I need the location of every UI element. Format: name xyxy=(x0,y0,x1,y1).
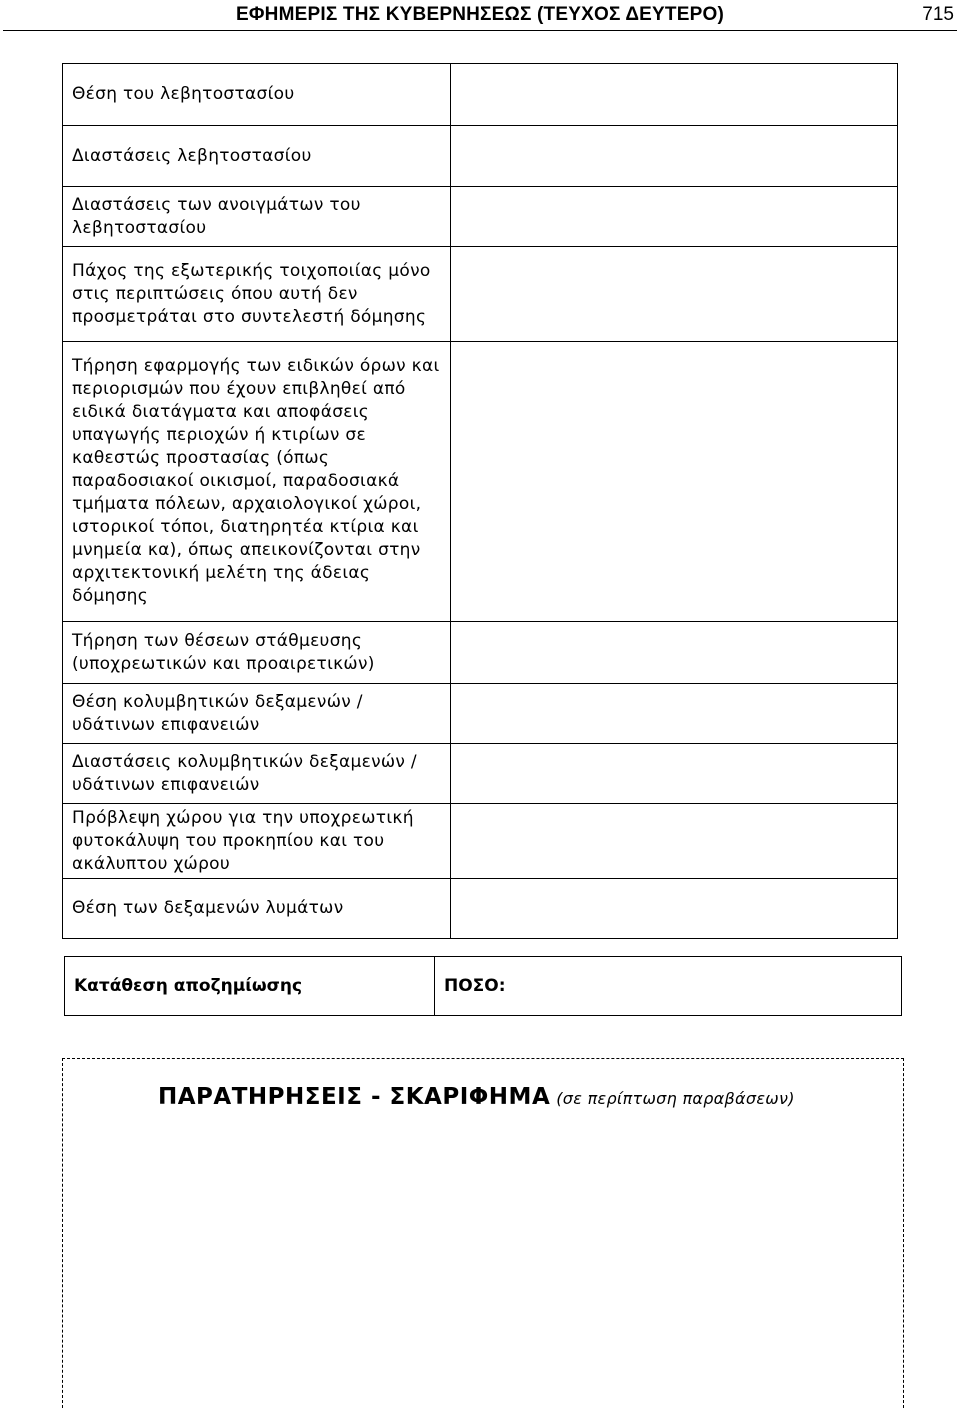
row-value-sewage-tank-location[interactable] xyxy=(451,879,898,939)
amount-label: ΠΟΣΟ: xyxy=(444,976,506,996)
row-value-protection-terms-compliance[interactable] xyxy=(451,342,898,622)
checklist-row xyxy=(63,622,898,684)
row-label-parking-spaces: Τήρηση των θέσεων στάθμευσης (υποχρεωτικών και προαιρετικών) xyxy=(63,622,451,684)
row-value-planting-coverage[interactable] xyxy=(451,804,898,879)
remarks-sketch-area[interactable] xyxy=(62,1058,904,1408)
row-value-boiler-room-location[interactable] xyxy=(451,64,898,126)
inspection-checklist-table xyxy=(62,63,898,939)
row-value-boiler-room-dimensions[interactable] xyxy=(451,126,898,187)
page-number: 715 xyxy=(922,4,954,25)
remarks-heading: ΠΑΡΑΤΗΡΗΣΕΙΣ - ΣΚΑΡΙΦΗΜΑ xyxy=(158,1084,551,1110)
checklist-row xyxy=(63,64,898,126)
row-label-pool-location: Θέση κολυμβητικών δεξαμενών / υδάτινων επιφανειών xyxy=(63,684,451,744)
row-value-parking-spaces[interactable] xyxy=(451,622,898,684)
page-header xyxy=(0,0,960,30)
row-label-planting-coverage: Πρόβλεψη χώρου για την υποχρεωτική φυτοκάλυψη του προκηπίου και του ακάλυπτου χώρου xyxy=(63,804,451,879)
checklist-row xyxy=(63,744,898,804)
deposit-row xyxy=(65,957,902,1016)
row-label-pool-dimensions: Διαστάσεις κολυμβητικών δεξαμενών / υδάτινων επιφανειών xyxy=(63,744,451,804)
checklist-row xyxy=(63,187,898,247)
compensation-deposit-label: Κατάθεση αποζημίωσης xyxy=(65,957,435,1016)
row-label-boiler-room-location: Θέση του λεβητοστασίου xyxy=(63,64,451,126)
row-label-exterior-wall-thickness: Πάχος της εξωτερικής τοιχοποιίας μόνο στις περιπτώσεις όπου αυτή δεν προσμετράται στο συντελεστή δόμησης xyxy=(63,247,451,342)
row-label-sewage-tank-location: Θέση των δεξαμενών λυμάτων xyxy=(63,879,451,939)
checklist-row xyxy=(63,879,898,939)
checklist-row xyxy=(63,804,898,879)
row-value-boiler-room-openings[interactable] xyxy=(451,187,898,247)
gazette-title: ΕΦΗΜΕΡΙΣ ΤΗΣ ΚΥΒΕΡΝΗΣΕΩΣ (ΤΕΥΧΟΣ ΔΕΥΤΕΡΟ) xyxy=(236,4,724,25)
row-value-exterior-wall-thickness[interactable] xyxy=(451,247,898,342)
row-value-pool-dimensions[interactable] xyxy=(451,744,898,804)
row-label-boiler-room-openings: Διαστάσεις των ανοιγμάτων του λεβητοστασίου xyxy=(63,187,451,247)
checklist-row xyxy=(63,342,898,622)
checklist-row xyxy=(63,247,898,342)
remarks-note: (σε περίπτωση παραβάσεων) xyxy=(556,1089,795,1108)
row-label-protection-terms-compliance: Τήρηση εφαρμογής των ειδικών όρων και περιορισμών που έχουν επιβληθεί από ειδικά διατάγματα και αποφάσεις υπαγωγής περιοχών ή κτιρίων σε καθεστώς προστασίας (όπως παραδοσιακοί οικισμοί, παραδοσιακά τμήματα πόλεων, αρχαιολογικοί χώροι, ιστορικοί τόποι, διατηρητέα κτίρια και μνημεία κα), όπως απεικονίζονται στην αρχιτεκτονική μελέτη της άδειας δόμησης xyxy=(63,342,451,622)
remarks-title xyxy=(158,1084,795,1110)
checklist-row xyxy=(63,684,898,744)
amount-field[interactable] xyxy=(435,957,902,1016)
checklist-row xyxy=(63,126,898,187)
compensation-deposit-table xyxy=(64,956,902,1016)
row-value-pool-location[interactable] xyxy=(451,684,898,744)
row-label-boiler-room-dimensions: Διαστάσεις λεβητοστασίου xyxy=(63,126,451,187)
header-divider xyxy=(3,30,957,31)
